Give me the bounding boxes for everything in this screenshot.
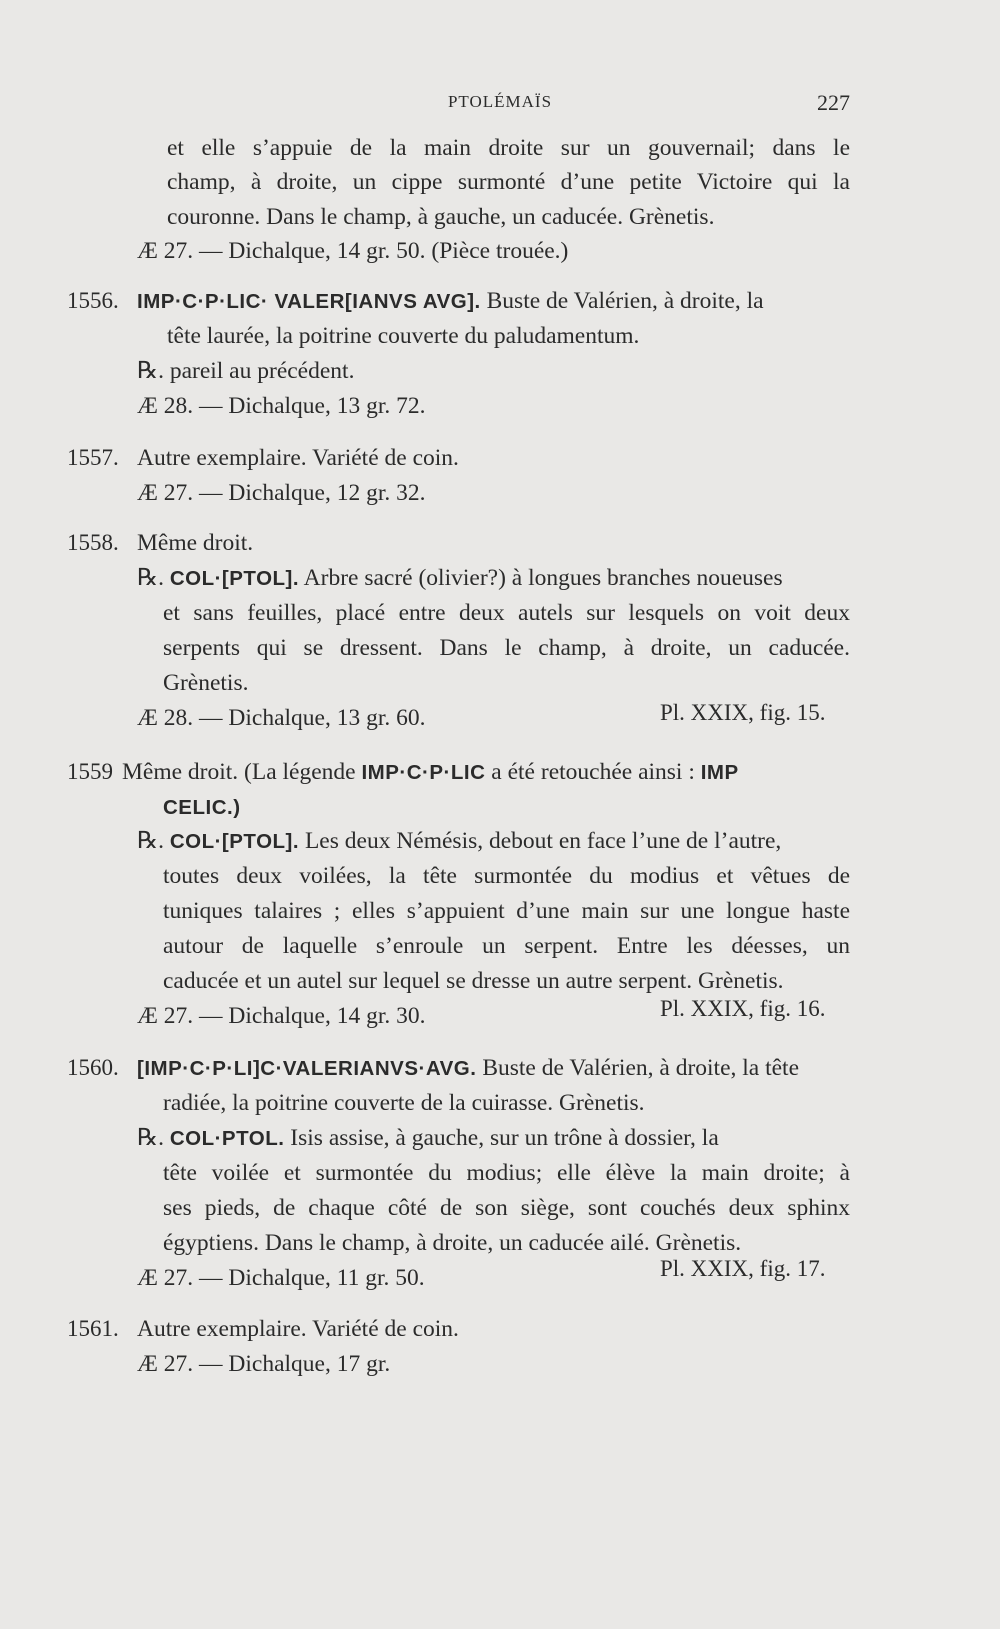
reverse-symbol: ℞. (137, 565, 170, 591)
text-line: couronne. Dans le champ, à gauche, un caducée. Grènetis. (167, 204, 715, 230)
coin-legend: IMP·C·P·LIC (361, 761, 486, 784)
text-line: et elle s’appuie de la main droite sur un gouvernail; dans le (167, 135, 850, 161)
text-line: autour de laquelle s’enroule un serpent. Entre les déesses, un (163, 933, 850, 959)
weight-line: Æ 27. — Dichalque, 17 gr. (137, 1351, 391, 1377)
coin-legend: IMP·C·P·LIC· VALER[IANVS AVG]. (137, 290, 481, 313)
entry-first-line (122, 757, 739, 788)
reverse-line: ℞. pareil au précédent. (137, 358, 355, 384)
description-text: Buste de Valérien, à droite, la tête (476, 1055, 800, 1081)
weight-line: Æ 27. — Dichalque, 14 gr. 30. (137, 1003, 426, 1029)
entry-number: 1557. (67, 445, 119, 470)
entry-first-line (137, 286, 764, 317)
description-text: a été retouchée ainsi : (485, 759, 701, 785)
reverse-line (137, 563, 783, 594)
description-text: Les deux Némésis, debout en face l’une de l’autre, (299, 828, 782, 854)
weight-line: Æ 27. — Dichalque, 11 gr. 50. (137, 1265, 425, 1291)
text-line: Autre exemplaire. Variété de coin. (137, 445, 459, 471)
entry-number: 1558. (67, 530, 119, 555)
description-text: Arbre sacré (olivier?) à longues branches noueuses (299, 565, 783, 591)
weight-line: Æ 28. — Dichalque, 13 gr. 72. (137, 393, 426, 419)
text-line (163, 792, 241, 823)
text-line: tuniques talaires ; elles s’appuient d’une main sur une longue haste (163, 898, 850, 924)
text-line: tête voilée et surmontée du modius; elle élève la main droite; à (163, 1160, 850, 1186)
weight-line: Æ 28. — Dichalque, 13 gr. 60. (137, 705, 426, 731)
text-line: caducée et un autel sur lequel se dresse un autre serpent. Grènetis. (163, 968, 784, 994)
reverse-line (137, 826, 781, 857)
text-line: Même droit. (137, 530, 254, 556)
entry-number: 1561. (67, 1316, 119, 1341)
text-line: Autre exemplaire. Variété de coin. (137, 1316, 459, 1342)
entry-number: 1556. (67, 288, 119, 313)
text-line: Grènetis. (163, 670, 249, 696)
reverse-line (137, 1123, 719, 1154)
description-text: Buste de Valérien, à droite, la (480, 288, 764, 314)
description-text: Même droit. (La légende (122, 759, 362, 785)
page-number: 227 (817, 90, 850, 115)
text-line: serpents qui se dressent. Dans le champ, à droite, un caducée. (163, 635, 850, 661)
text-line: toutes deux voilées, la tête surmontée du modius et vêtues de (163, 863, 850, 889)
plate-reference: Pl. XXIX, fig. 15. (660, 700, 826, 725)
text-line: et sans feuilles, placé entre deux autels sur lesquels on voit deux (163, 600, 850, 626)
running-title: PTOLÉMAÏS (447, 92, 553, 111)
entry-number: 1559 (67, 759, 113, 784)
weight-line: Æ 27. — Dichalque, 12 gr. 32. (137, 480, 426, 506)
plate-reference: Pl. XXIX, fig. 16. (660, 996, 826, 1021)
coin-legend: IMP (700, 761, 739, 784)
text-line: tête laurée, la poitrine couverte du paludamentum. (167, 323, 640, 349)
text-line: égyptiens. Dans le champ, à droite, un caducée ailé. Grènetis. (163, 1230, 742, 1256)
coin-legend: [IMP·C·P·LI]C·VALERIANVS·AVG. (137, 1057, 477, 1080)
reverse-symbol: ℞. (137, 1125, 170, 1151)
coin-legend: CELIC.) (163, 796, 241, 819)
entry-number: 1560. (67, 1055, 119, 1080)
coin-legend: COL·[PTOL]. (169, 830, 300, 853)
weight-line: Æ 27. — Dichalque, 14 gr. 50. (Pièce trouée.) (137, 238, 569, 264)
reverse-symbol: ℞. (137, 828, 170, 854)
entry-first-line (137, 1053, 799, 1084)
coin-legend: COL·[PTOL]. (169, 567, 300, 590)
text-line: ses pieds, de chaque côté de son siège, sont couchés deux sphinx (163, 1195, 850, 1221)
description-text: Isis assise, à gauche, sur un trône à dossier, la (284, 1125, 719, 1151)
plate-reference: Pl. XXIX, fig. 17. (660, 1256, 826, 1281)
text-line: champ, à droite, un cippe surmonté d’une petite Victoire qui la (167, 169, 850, 195)
coin-legend: COL·PTOL. (169, 1127, 285, 1150)
text-line: radiée, la poitrine couverte de la cuirasse. Grènetis. (163, 1090, 645, 1116)
